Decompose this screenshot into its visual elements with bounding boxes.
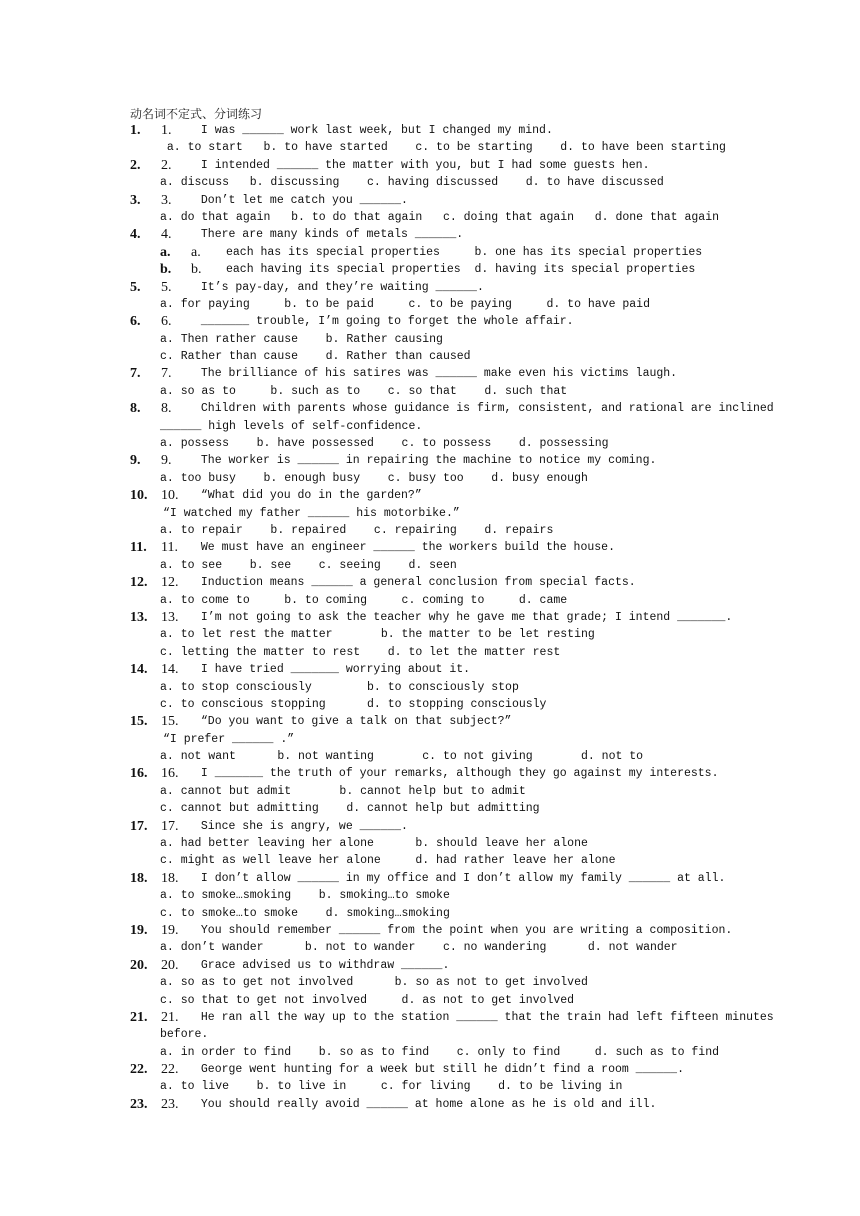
question-text: I _______ the truth of your remarks, although they go against my interests. (194, 767, 719, 781)
question-item (0, 1096, 860, 1113)
answer-options (0, 209, 860, 226)
question-number: 13. (130, 609, 148, 625)
question-item (0, 661, 860, 713)
option-letter-repeat: b. (191, 262, 202, 278)
answer-options-text: a. to live b. to live in c. for living d. to be living in (160, 1080, 623, 1094)
question-dialogue-line (0, 731, 860, 748)
answer-options-text: a. don’t wander b. not to wander c. no wandering d. not wander (160, 941, 678, 955)
answer-options (0, 348, 860, 365)
question-item (0, 313, 860, 365)
question-item (0, 452, 860, 487)
question-number: 16. (130, 766, 148, 782)
option-letter: a. (160, 244, 171, 260)
question-number-repeat: 16. (161, 766, 179, 782)
question-line (0, 713, 860, 730)
answer-options (0, 1044, 860, 1061)
answer-options-text: a. to stop consciously b. to consciously stop (160, 680, 519, 694)
answer-options-text: a. do that again b. to do that again c. doing that again d. done that again (160, 210, 719, 224)
question-text: Induction means ______ a general conclusion from special facts. (194, 576, 636, 590)
answer-options (0, 296, 860, 313)
question-number: 5. (130, 279, 141, 295)
answer-options-text: a. so as to get not involved b. so as not to get involved (160, 976, 588, 990)
question-line (0, 157, 860, 174)
question-text: _______ trouble, I’m going to forget the whole affair. (194, 315, 574, 329)
question-number-repeat: 7. (161, 366, 172, 382)
answer-options (0, 905, 860, 922)
answer-options (0, 1078, 860, 1095)
answer-options (0, 174, 860, 191)
question-item (0, 539, 860, 574)
question-number: 18. (130, 870, 148, 886)
question-text: George went hunting for a week but still he didn’t find a room ______. (194, 1063, 684, 1077)
question-dialogue-line (0, 505, 860, 522)
answer-options (0, 974, 860, 991)
question-item (0, 870, 860, 922)
question-number-repeat: 8. (161, 401, 172, 417)
answer-options (0, 748, 860, 765)
question-number-repeat: 2. (161, 157, 172, 173)
question-line (0, 539, 860, 556)
question-number-repeat: 3. (161, 192, 172, 208)
answer-options-text: a. so as to b. such as to c. so that d. such that (160, 384, 568, 398)
question-item (0, 365, 860, 400)
question-line (0, 400, 860, 417)
answer-options (0, 835, 860, 852)
question-continuation (0, 418, 860, 435)
answer-options-text: c. so that to get not involved d. as not to get involved (160, 993, 575, 1007)
question-number-repeat: 17. (161, 818, 179, 834)
answer-options (0, 852, 860, 869)
answer-options (0, 470, 860, 487)
question-item (0, 192, 860, 227)
question-number: 20. (130, 957, 148, 973)
question-line (0, 922, 860, 939)
question-continuation (0, 1026, 860, 1043)
question-number-repeat: 1. (161, 123, 172, 138)
question-item (0, 1009, 860, 1061)
question-text: I’m not going to ask the teacher why he gave me that grade; I intend _______. (194, 610, 733, 624)
answer-options-text: a. to repair b. repaired c. repairing d. repairs (160, 523, 554, 537)
answer-options (0, 696, 860, 713)
question-item (0, 957, 860, 1009)
answer-options-text: a. to start b. to have started c. to be starting d. to have been starting (160, 141, 726, 155)
question-line (0, 487, 860, 504)
answer-options-text: a. to see b. see c. seeing d. seen (160, 558, 457, 572)
question-line (0, 365, 860, 382)
question-text: We must have an engineer ______ the workers build the house. (194, 541, 615, 555)
question-text: You should remember ______ from the point when you are writing a composition. (194, 923, 733, 937)
question-item (0, 609, 860, 661)
option-text: each having its special properties d. having its special properties (226, 263, 696, 277)
question-number-repeat: 5. (161, 279, 172, 295)
answer-options-text: c. cannot but admitting d. cannot help but admitting (160, 802, 540, 816)
question-number: 4. (130, 227, 141, 243)
question-line (0, 1009, 860, 1026)
question-item (0, 226, 860, 278)
answer-options (0, 679, 860, 696)
question-continuation-text: before. (160, 1028, 209, 1042)
question-number: 9. (130, 453, 141, 469)
question-number-repeat: 13. (161, 609, 179, 625)
document-title: 动名词不定式、分词练习 (130, 107, 263, 121)
question-line (0, 313, 860, 330)
question-number-repeat: 22. (161, 1062, 179, 1078)
question-line (0, 1096, 860, 1113)
question-item (0, 487, 860, 539)
question-number: 17. (130, 818, 148, 834)
question-number-repeat: 20. (161, 957, 179, 973)
question-line (0, 661, 860, 678)
answer-options (0, 139, 860, 156)
question-item (0, 157, 860, 192)
question-number-repeat: 15. (161, 714, 179, 730)
question-number: 7. (130, 366, 141, 382)
answer-options (0, 331, 860, 348)
question-text: Since she is angry, we ______. (194, 819, 408, 833)
question-text: He ran all the way up to the station ______ that the train had left fifteen minutes (194, 1010, 774, 1024)
question-line (0, 452, 860, 469)
question-number: 23. (130, 1096, 148, 1112)
question-text: Children with parents whose guidance is firm, consistent, and rational are inclined (194, 402, 774, 416)
question-number: 1. (130, 123, 141, 138)
question-text: The worker is ______ in repairing the machine to notice my coming. (194, 454, 657, 468)
question-number: 19. (130, 922, 148, 938)
answer-options-text: c. Rather than cause d. Rather than caused (160, 350, 471, 364)
question-text: I don’t allow ______ in my office and I don’t allow my family ______ at all. (194, 871, 726, 885)
question-line (0, 574, 860, 591)
answer-options (0, 887, 860, 904)
answer-options-text: c. letting the matter to rest d. to let the matter rest (160, 645, 561, 659)
answer-options-text: a. for paying b. to be paid c. to be paying d. to have paid (160, 297, 650, 311)
answer-options (0, 939, 860, 956)
question-line (0, 818, 860, 835)
question-number-repeat: 23. (161, 1096, 179, 1112)
question-number: 15. (130, 714, 148, 730)
option-letter: b. (160, 262, 172, 278)
answer-options (0, 557, 860, 574)
question-item (0, 279, 860, 314)
question-number: 10. (130, 488, 148, 504)
question-list (0, 122, 860, 1113)
question-number: 8. (130, 401, 141, 417)
answer-options-text: a. too busy b. enough busy c. busy too d. busy enough (160, 471, 588, 485)
question-line (0, 1061, 860, 1078)
question-text: You should really avoid ______ at home alone as he is old and ill. (194, 1097, 657, 1111)
question-number-repeat: 11. (161, 540, 178, 556)
question-number: 21. (130, 1009, 148, 1025)
question-line (0, 279, 860, 296)
question-dialogue-text: “I prefer ______ .” (163, 732, 295, 746)
question-number-repeat: 12. (161, 575, 179, 591)
answer-options-text: a. not want b. not wanting c. to not giving d. not to (160, 750, 644, 764)
question-number: 22. (130, 1062, 148, 1078)
question-item (0, 1061, 860, 1096)
answer-options (0, 783, 860, 800)
option-text: each has its special properties b. one has its special properties (226, 245, 703, 259)
question-line (0, 192, 860, 209)
question-item (0, 713, 860, 765)
question-item (0, 574, 860, 609)
question-number: 12. (130, 575, 148, 591)
answer-options-text: c. to smoke…to smoke d. smoking…smoking (160, 906, 450, 920)
question-number: 6. (130, 314, 141, 330)
question-line (0, 609, 860, 626)
answer-options-text: a. cannot but admit b. cannot help but to admit (160, 784, 526, 798)
question-text: I have tried _______ worrying about it. (194, 663, 471, 677)
question-number-repeat: 10. (161, 488, 179, 504)
question-dialogue-text: “I watched my father ______ his motorbike.” (163, 506, 460, 520)
answer-options-text: a. to come to b. to coming c. coming to d. came (160, 593, 568, 607)
question-text: Grace advised us to withdraw ______. (194, 958, 450, 972)
question-number-repeat: 18. (161, 870, 179, 886)
answer-options-text: a. in order to find b. so as to find c. only to find d. such as to find (160, 1045, 719, 1059)
question-item (0, 122, 860, 157)
question-text: The brilliance of his satires was ______ make even his victims laugh. (194, 367, 678, 381)
question-number: 3. (130, 192, 141, 208)
question-number-repeat: 14. (161, 662, 179, 678)
question-line (0, 226, 860, 243)
answer-options-text: c. might as well leave her alone d. had rather leave her alone (160, 854, 616, 868)
question-number-repeat: 6. (161, 314, 172, 330)
option-row (0, 261, 860, 278)
answer-options (0, 383, 860, 400)
option-row (0, 244, 860, 261)
question-item (0, 922, 860, 957)
question-text: I was ______ work last week, but I changed my mind. (194, 124, 553, 137)
question-line (0, 870, 860, 887)
question-item (0, 765, 860, 817)
answer-options (0, 644, 860, 661)
question-text: It’s pay-day, and they’re waiting ______. (194, 280, 484, 294)
answer-options-text: a. had better leaving her alone b. should leave her alone (160, 837, 588, 851)
question-number: 11. (130, 540, 147, 556)
answer-options (0, 435, 860, 452)
question-text: “Do you want to give a talk on that subject?” (194, 715, 512, 729)
answer-options (0, 800, 860, 817)
answer-options-text: c. to conscious stopping d. to stopping consciously (160, 697, 547, 711)
question-line (0, 957, 860, 974)
question-number-repeat: 4. (161, 227, 172, 243)
question-item (0, 400, 860, 452)
answer-options (0, 592, 860, 609)
question-line (0, 122, 860, 139)
answer-options-text: a. to let rest the matter b. the matter to be let resting (160, 628, 595, 642)
question-text: “What did you do in the garden?” (194, 489, 422, 503)
option-letter-repeat: a. (191, 244, 201, 260)
answer-options (0, 626, 860, 643)
question-text: I intended ______ the matter with you, but I had some guests hen. (194, 158, 650, 172)
question-number-repeat: 9. (161, 453, 172, 469)
question-number-repeat: 21. (161, 1009, 179, 1025)
answer-options (0, 992, 860, 1009)
answer-options-text: a. discuss b. discussing c. having discussed d. to have discussed (160, 176, 664, 190)
answer-options-text: a. Then rather cause b. Rather causing (160, 332, 443, 346)
question-number-repeat: 19. (161, 922, 179, 938)
answer-options (0, 522, 860, 539)
answer-options-text: a. possess b. have possessed c. to possess d. possessing (160, 437, 609, 451)
question-text: Don’t let me catch you ______. (194, 193, 408, 207)
question-number: 14. (130, 662, 148, 678)
question-text: There are many kinds of metals ______. (194, 228, 464, 242)
question-line (0, 765, 860, 782)
answer-options-text: a. to smoke…smoking b. smoking…to smoke (160, 889, 450, 903)
question-item (0, 818, 860, 870)
question-continuation-text: ______ high levels of self-confidence. (160, 419, 423, 433)
question-number: 2. (130, 157, 141, 173)
